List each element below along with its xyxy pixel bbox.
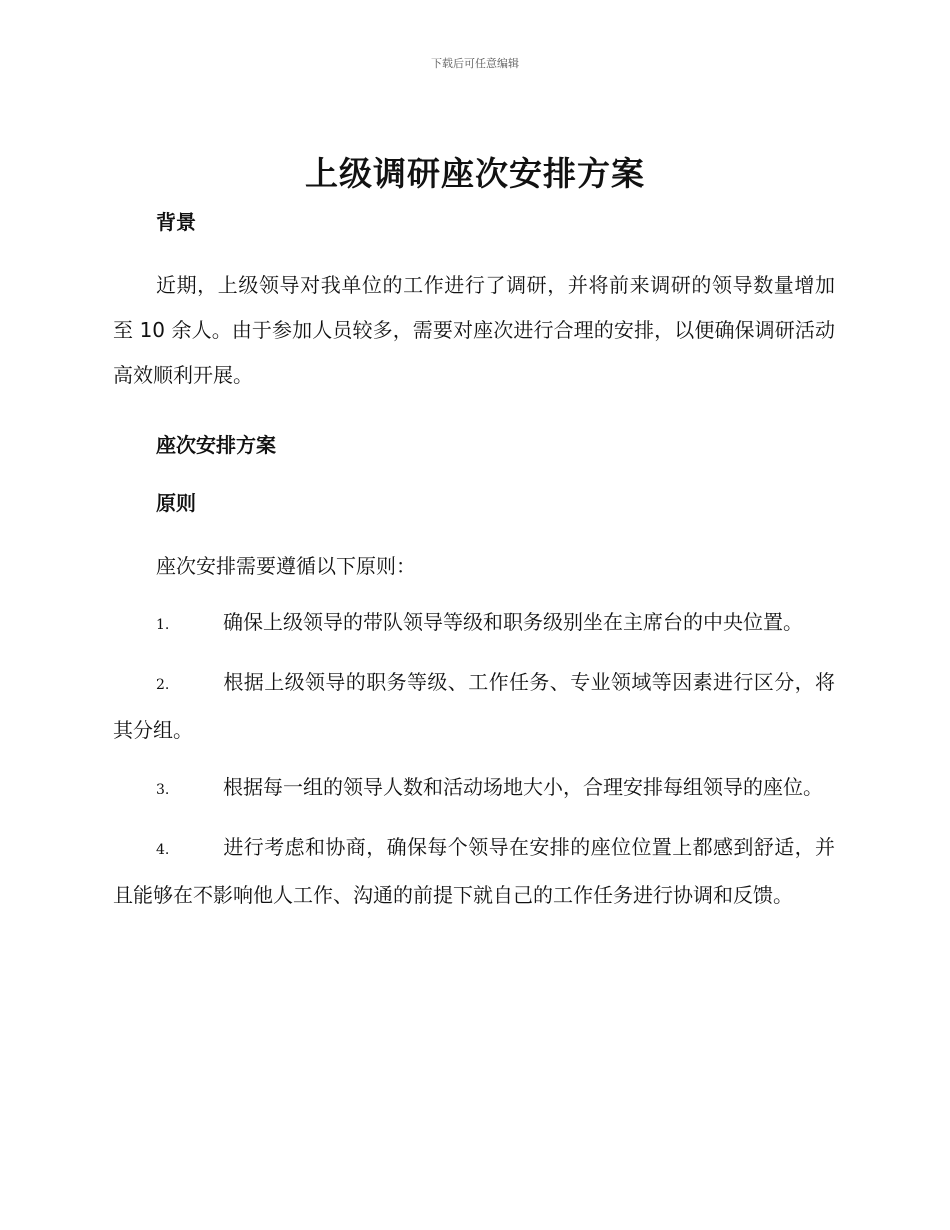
principle-item [113, 600, 835, 648]
document-title: 上级调研座次安排方案 [305, 154, 645, 193]
plan-heading: 座次安排方案 [156, 433, 276, 457]
principle-item [113, 825, 835, 918]
principle-item [113, 660, 835, 753]
principle-text: 确保上级领导的带队领导等级和职务级别坐在主席台的中央位置。 [223, 610, 803, 634]
principle-number: 1. [156, 617, 170, 633]
principle-heading: 原则 [156, 491, 196, 515]
principle-number: 2. [156, 677, 170, 693]
principle-text: 根据上级领导的职务等级、工作任务、专业领域等因素进行区分，将其分组。 [113, 670, 835, 742]
document-body [113, 205, 835, 930]
principle-intro: 座次安排需要遵循以下原则： [156, 554, 416, 578]
principle-item [113, 765, 835, 813]
background-paragraph: 近期，上级领导对我单位的工作进行了调研，并将前来调研的领导数量增加至 10 余人。由于参加人员较多，需要对座次进行合理的安排，以便确保调研活动高效顺利开展。 [113, 273, 835, 387]
principle-text: 进行考虑和协商，确保每个领导在安排的座位位置上都感到舒适，并且能够在不影响他人工作、沟通的前提下就自己的工作任务进行协调和反馈。 [113, 835, 835, 907]
principle-number: 3. [156, 782, 170, 798]
background-heading: 背景 [156, 210, 196, 234]
header-note: 下载后可任意编辑 [431, 57, 519, 70]
principle-number: 4. [156, 842, 170, 858]
principle-text: 根据每一组的领导人数和活动场地大小，合理安排每组领导的座位。 [223, 775, 823, 799]
